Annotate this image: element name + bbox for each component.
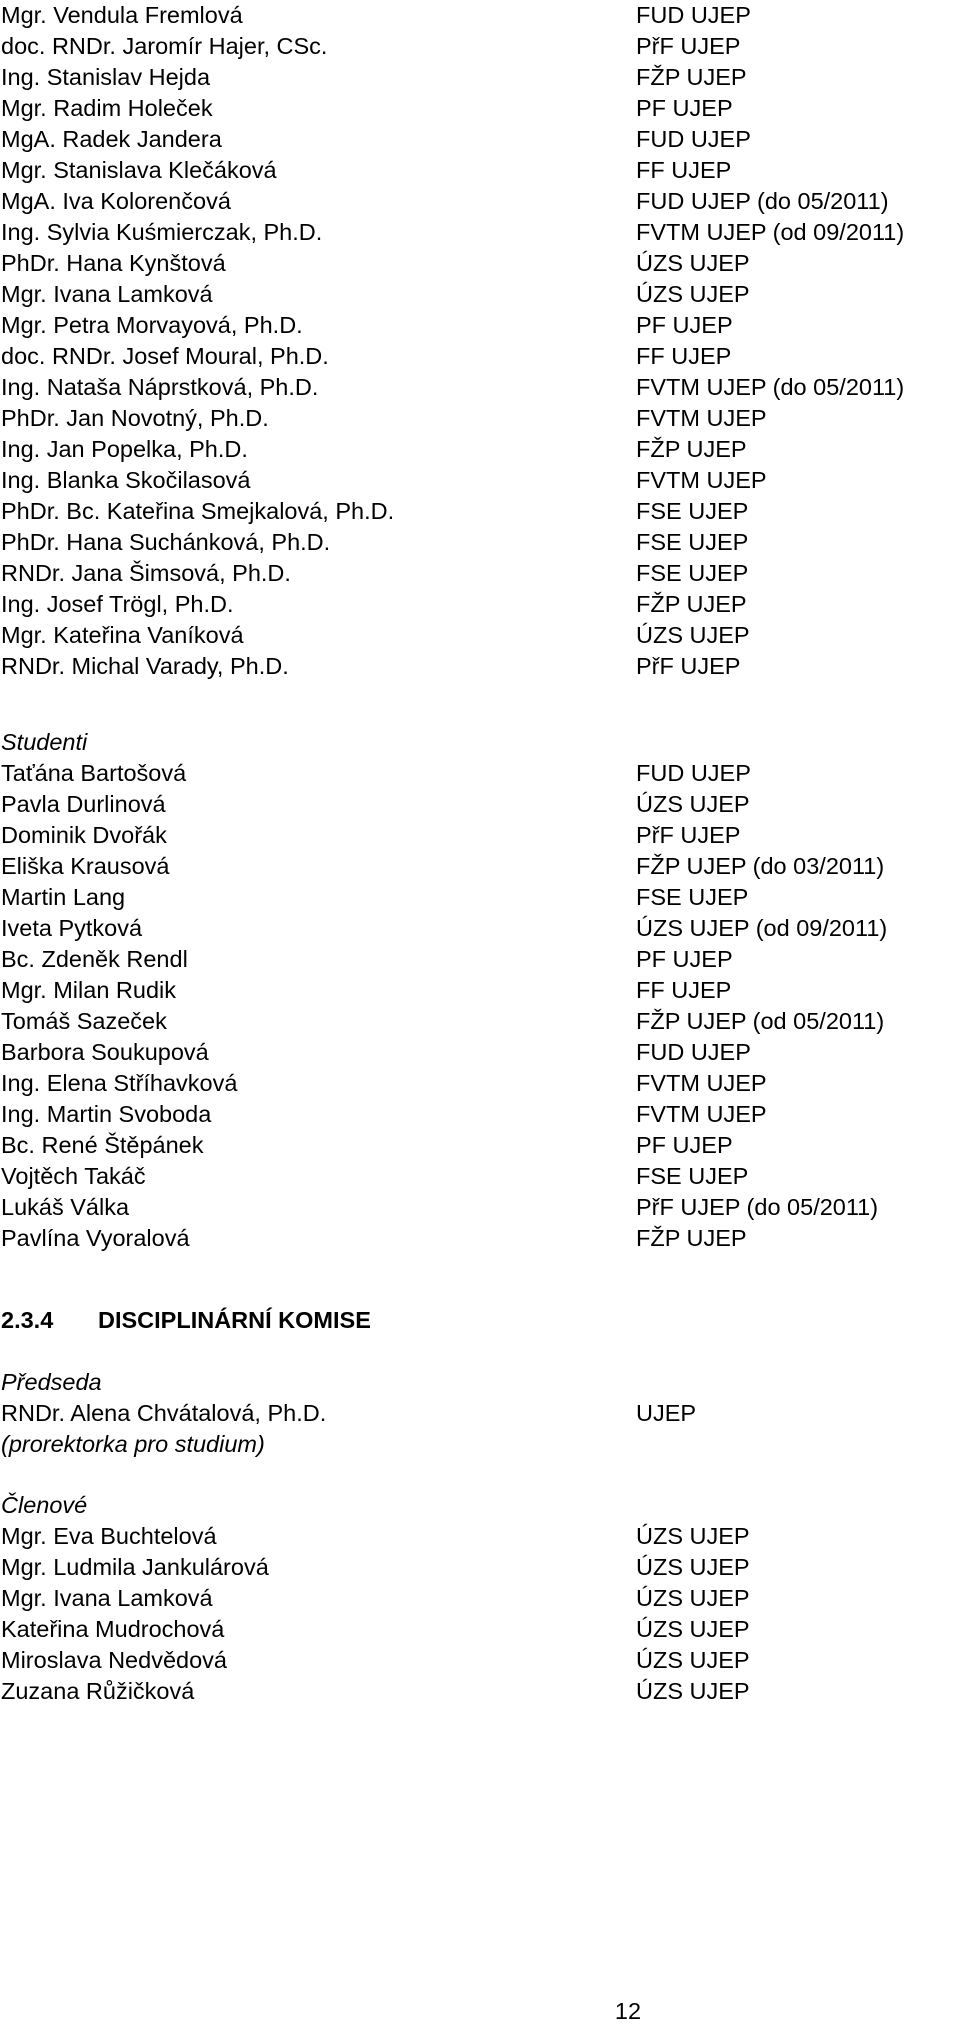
member-row bbox=[0, 186, 960, 217]
chair-unit: UJEP bbox=[636, 1400, 697, 1426]
student-name: Iveta Pytková bbox=[1, 915, 143, 941]
member-unit: FŽP UJEP bbox=[636, 436, 747, 462]
student-name: Lukáš Válka bbox=[1, 1194, 130, 1220]
student-row bbox=[0, 1192, 960, 1223]
student-unit: PF UJEP bbox=[636, 1132, 733, 1158]
student-name: Pavlína Vyoralová bbox=[1, 1225, 190, 1251]
student-unit: FŽP UJEP (do 03/2011) bbox=[636, 853, 885, 879]
member-unit: FF UJEP bbox=[636, 157, 732, 183]
committee-member-unit: ÚZS UJEP bbox=[636, 1678, 750, 1704]
member-unit: FVTM UJEP bbox=[636, 405, 767, 431]
student-unit: PřF UJEP bbox=[636, 822, 741, 848]
member-unit: FSE UJEP bbox=[636, 560, 749, 586]
committee-member-name: Mgr. Ludmila Jankulárová bbox=[1, 1554, 269, 1580]
student-unit: PF UJEP bbox=[636, 946, 733, 972]
member-name: Mgr. Ivana Lamková bbox=[1, 281, 213, 307]
chair-note: (prorektorka pro studium) bbox=[1, 1431, 265, 1457]
student-row bbox=[0, 975, 960, 1006]
students-label: Studenti bbox=[1, 729, 88, 755]
member-row bbox=[0, 496, 960, 527]
student-name: Ing. Elena Stříhavková bbox=[1, 1070, 238, 1096]
student-row bbox=[0, 820, 960, 851]
student-row bbox=[0, 1068, 960, 1099]
student-name: Ing. Martin Svoboda bbox=[1, 1101, 212, 1127]
committee-member-row bbox=[0, 1645, 960, 1676]
committee-member-name: Zuzana Růžičková bbox=[1, 1678, 195, 1704]
member-row bbox=[0, 310, 960, 341]
member-row bbox=[0, 372, 960, 403]
member-unit: FUD UJEP bbox=[636, 2, 751, 28]
student-unit: FF UJEP bbox=[636, 977, 732, 1003]
member-name: Mgr. Petra Morvayová, Ph.D. bbox=[1, 312, 303, 338]
member-unit: FSE UJEP bbox=[636, 529, 749, 555]
student-name: Taťána Bartošová bbox=[1, 760, 187, 786]
student-unit: FŽP UJEP bbox=[636, 1225, 747, 1251]
member-row bbox=[0, 620, 960, 651]
member-name: doc. RNDr. Josef Moural, Ph.D. bbox=[1, 343, 329, 369]
member-unit: FVTM UJEP (od 09/2011) bbox=[636, 219, 905, 245]
student-unit: FUD UJEP bbox=[636, 760, 751, 786]
student-row bbox=[0, 882, 960, 913]
student-row bbox=[0, 913, 960, 944]
member-unit: FF UJEP bbox=[636, 343, 732, 369]
members-list bbox=[0, 0, 960, 682]
member-name: PhDr. Bc. Kateřina Smejkalová, Ph.D. bbox=[1, 498, 395, 524]
member-name: MgA. Radek Jandera bbox=[1, 126, 222, 152]
student-row bbox=[0, 758, 960, 789]
member-name: Ing. Josef Trögl, Ph.D. bbox=[1, 591, 234, 617]
student-name: Tomáš Sazeček bbox=[1, 1008, 167, 1034]
student-row bbox=[0, 1006, 960, 1037]
student-unit: FŽP UJEP (od 05/2011) bbox=[636, 1008, 885, 1034]
student-unit: FVTM UJEP bbox=[636, 1101, 767, 1127]
member-row bbox=[0, 0, 960, 31]
student-name: Martin Lang bbox=[1, 884, 126, 910]
member-name: Ing. Stanislav Hejda bbox=[1, 64, 211, 90]
students-list bbox=[0, 758, 960, 1254]
student-row bbox=[0, 1223, 960, 1254]
member-name: Mgr. Stanislava Klečáková bbox=[1, 157, 277, 183]
committee-member-row bbox=[0, 1521, 960, 1552]
student-unit: FSE UJEP bbox=[636, 1163, 749, 1189]
chair-section bbox=[0, 1367, 960, 1460]
member-row bbox=[0, 62, 960, 93]
committee-member-name: Kateřina Mudrochová bbox=[1, 1616, 225, 1642]
member-row bbox=[0, 527, 960, 558]
committee-list bbox=[0, 1521, 960, 1707]
member-unit: FUD UJEP (do 05/2011) bbox=[636, 188, 889, 214]
member-row bbox=[0, 93, 960, 124]
member-name: doc. RNDr. Jaromír Hajer, CSc. bbox=[1, 33, 328, 59]
member-name: PhDr. Hana Kynštová bbox=[1, 250, 226, 276]
member-unit: FŽP UJEP bbox=[636, 64, 747, 90]
page-number: 12 bbox=[614, 1998, 642, 2024]
member-row bbox=[0, 155, 960, 186]
member-row bbox=[0, 589, 960, 620]
chair-name: RNDr. Alena Chvátalová, Ph.D. bbox=[1, 1400, 327, 1426]
member-row bbox=[0, 465, 960, 496]
student-row bbox=[0, 1161, 960, 1192]
student-name: Pavla Durlinová bbox=[1, 791, 166, 817]
member-unit: PřF UJEP bbox=[636, 33, 741, 59]
section-number: 2.3.4 bbox=[1, 1307, 54, 1333]
student-name: Bc. René Štěpánek bbox=[1, 1132, 204, 1158]
section-heading bbox=[0, 1305, 960, 1336]
member-name: Mgr. Radim Holeček bbox=[1, 95, 213, 121]
student-row bbox=[0, 1037, 960, 1068]
chair-row bbox=[0, 1398, 960, 1429]
section-title: DISCIPLINÁRNÍ KOMISE bbox=[98, 1307, 371, 1333]
chair-label: Předseda bbox=[1, 1369, 102, 1395]
member-name: PhDr. Jan Novotný, Ph.D. bbox=[1, 405, 269, 431]
committee-member-name: Mgr. Eva Buchtelová bbox=[1, 1523, 217, 1549]
member-row bbox=[0, 558, 960, 589]
student-unit: ÚZS UJEP bbox=[636, 791, 750, 817]
member-name: Ing. Nataša Náprstková, Ph.D. bbox=[1, 374, 319, 400]
student-unit: FVTM UJEP bbox=[636, 1070, 767, 1096]
member-row bbox=[0, 248, 960, 279]
member-name: Ing. Blanka Skočilasová bbox=[1, 467, 251, 493]
member-name: Ing. Sylvia Kuśmierczak, Ph.D. bbox=[1, 219, 323, 245]
member-unit: ÚZS UJEP bbox=[636, 622, 750, 648]
member-name: Mgr. Kateřina Vaníková bbox=[1, 622, 244, 648]
member-unit: PřF UJEP bbox=[636, 653, 741, 679]
student-row bbox=[0, 851, 960, 882]
committee-label: Členové bbox=[1, 1492, 88, 1518]
member-row bbox=[0, 124, 960, 155]
student-unit: ÚZS UJEP (od 09/2011) bbox=[636, 915, 888, 941]
student-unit: PřF UJEP (do 05/2011) bbox=[636, 1194, 879, 1220]
students-section bbox=[0, 727, 960, 1254]
member-name: RNDr. Michal Varady, Ph.D. bbox=[1, 653, 289, 679]
student-name: Dominik Dvořák bbox=[1, 822, 167, 848]
member-unit: PF UJEP bbox=[636, 95, 733, 121]
committee-section bbox=[0, 1490, 960, 1707]
member-row bbox=[0, 341, 960, 372]
member-unit: ÚZS UJEP bbox=[636, 250, 750, 276]
student-name: Vojtěch Takáč bbox=[1, 1163, 146, 1189]
committee-member-name: Mgr. Ivana Lamková bbox=[1, 1585, 213, 1611]
member-unit: PF UJEP bbox=[636, 312, 733, 338]
member-unit: FVTM UJEP bbox=[636, 467, 767, 493]
student-row bbox=[0, 789, 960, 820]
committee-member-unit: ÚZS UJEP bbox=[636, 1523, 750, 1549]
member-row bbox=[0, 217, 960, 248]
committee-member-row bbox=[0, 1676, 960, 1707]
committee-member-row bbox=[0, 1614, 960, 1645]
student-unit: FSE UJEP bbox=[636, 884, 749, 910]
committee-member-unit: ÚZS UJEP bbox=[636, 1616, 750, 1642]
committee-member-unit: ÚZS UJEP bbox=[636, 1554, 750, 1580]
member-name: RNDr. Jana Šimsová, Ph.D. bbox=[1, 560, 291, 586]
student-name: Barbora Soukupová bbox=[1, 1039, 209, 1065]
member-row bbox=[0, 31, 960, 62]
member-row bbox=[0, 434, 960, 465]
member-unit: FUD UJEP bbox=[636, 126, 751, 152]
member-unit: FSE UJEP bbox=[636, 498, 749, 524]
member-row bbox=[0, 403, 960, 434]
student-name: Bc. Zdeněk Rendl bbox=[1, 946, 188, 972]
member-unit: FVTM UJEP (do 05/2011) bbox=[636, 374, 905, 400]
student-unit: FUD UJEP bbox=[636, 1039, 751, 1065]
member-unit: FŽP UJEP bbox=[636, 591, 747, 617]
member-name: Mgr. Vendula Fremlová bbox=[1, 2, 243, 28]
committee-member-unit: ÚZS UJEP bbox=[636, 1585, 750, 1611]
member-row bbox=[0, 651, 960, 682]
student-name: Eliška Krausová bbox=[1, 853, 170, 879]
student-row bbox=[0, 1130, 960, 1161]
committee-member-row bbox=[0, 1583, 960, 1614]
committee-member-unit: ÚZS UJEP bbox=[636, 1647, 750, 1673]
student-row bbox=[0, 944, 960, 975]
member-unit: ÚZS UJEP bbox=[636, 281, 750, 307]
member-row bbox=[0, 279, 960, 310]
member-name: PhDr. Hana Suchánková, Ph.D. bbox=[1, 529, 331, 555]
committee-member-name: Miroslava Nedvědová bbox=[1, 1647, 227, 1673]
student-name: Mgr. Milan Rudik bbox=[1, 977, 176, 1003]
committee-member-row bbox=[0, 1552, 960, 1583]
student-row bbox=[0, 1099, 960, 1130]
member-name: Ing. Jan Popelka, Ph.D. bbox=[1, 436, 248, 462]
member-name: MgA. Iva Kolorenčová bbox=[1, 188, 231, 214]
